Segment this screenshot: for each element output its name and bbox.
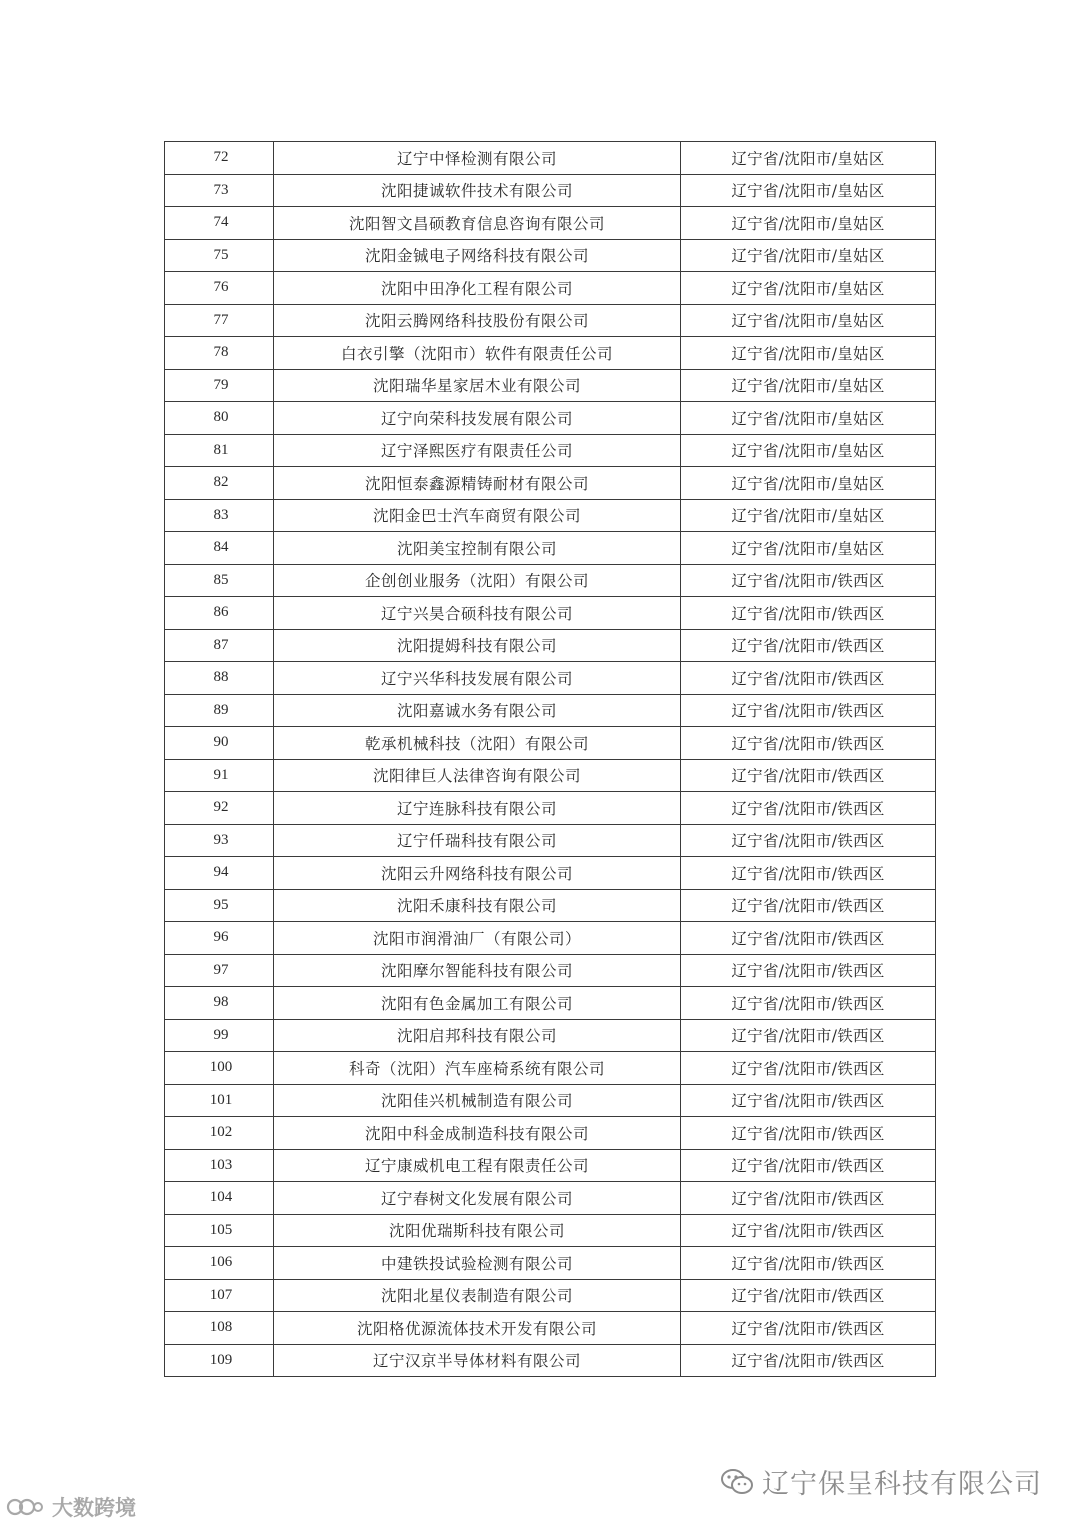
row-number: 77 (165, 304, 274, 337)
table-row (165, 694, 936, 727)
row-number: 86 (165, 597, 274, 630)
row-number: 97 (165, 954, 274, 987)
table-row (165, 1214, 936, 1247)
company-name: 沈阳云腾网络科技股份有限公司 (274, 304, 681, 337)
company-name: 辽宁兴华科技发展有限公司 (274, 662, 681, 695)
table-row (165, 434, 936, 467)
table-row (165, 954, 936, 987)
watermark-brand-name: 大数跨境 (52, 1496, 136, 1520)
company-name: 沈阳捷诚软件技术有限公司 (274, 174, 681, 207)
region-cell: 辽宁省/沈阳市/皇姑区 (681, 499, 936, 532)
company-name: 沈阳云升网络科技有限公司 (274, 857, 681, 890)
row-number: 93 (165, 824, 274, 857)
region-cell: 辽宁省/沈阳市/铁西区 (681, 824, 936, 857)
watermark-account (720, 1462, 1042, 1501)
region-cell: 辽宁省/沈阳市/皇姑区 (681, 467, 936, 500)
row-number: 101 (165, 1084, 274, 1117)
company-name: 沈阳美宝控制有限公司 (274, 532, 681, 565)
table-row (165, 272, 936, 305)
table-row (165, 1182, 936, 1215)
table-row (165, 467, 936, 500)
region-cell: 辽宁省/沈阳市/铁西区 (681, 1182, 936, 1215)
company-name: 沈阳提姆科技有限公司 (274, 629, 681, 662)
company-name: 辽宁春树文化发展有限公司 (274, 1182, 681, 1215)
region-cell: 辽宁省/沈阳市/铁西区 (681, 792, 936, 825)
row-number: 108 (165, 1312, 274, 1345)
table-row (165, 369, 936, 402)
table-row (165, 1247, 936, 1280)
company-name: 沈阳恒泰鑫源精铸耐材有限公司 (274, 467, 681, 500)
region-cell: 辽宁省/沈阳市/铁西区 (681, 889, 936, 922)
company-list-table-container (164, 141, 935, 1377)
row-number: 102 (165, 1117, 274, 1150)
row-number: 94 (165, 857, 274, 890)
company-name: 沈阳启邦科技有限公司 (274, 1019, 681, 1052)
company-name: 沈阳智文昌硕教育信息咨询有限公司 (274, 207, 681, 240)
table-row (165, 499, 936, 532)
table-row (165, 1019, 936, 1052)
table-row (165, 142, 936, 175)
row-number: 74 (165, 207, 274, 240)
watermark-account-name: 辽宁保呈科技有限公司 (762, 1469, 1042, 1500)
row-number: 106 (165, 1247, 274, 1280)
region-cell: 辽宁省/沈阳市/皇姑区 (681, 239, 936, 272)
table-row (165, 662, 936, 695)
row-number: 92 (165, 792, 274, 825)
brand-logo-icon (6, 1495, 46, 1519)
company-name: 辽宁汉京半导体材料有限公司 (274, 1344, 681, 1377)
region-cell: 辽宁省/沈阳市/铁西区 (681, 597, 936, 630)
table-row (165, 1117, 936, 1150)
region-cell: 辽宁省/沈阳市/皇姑区 (681, 532, 936, 565)
row-number: 75 (165, 239, 274, 272)
row-number: 95 (165, 889, 274, 922)
company-name: 沈阳金铖电子网络科技有限公司 (274, 239, 681, 272)
table-row (165, 727, 936, 760)
region-cell: 辽宁省/沈阳市/皇姑区 (681, 304, 936, 337)
table-row (165, 922, 936, 955)
row-number: 109 (165, 1344, 274, 1377)
row-number: 73 (165, 174, 274, 207)
region-cell: 辽宁省/沈阳市/皇姑区 (681, 174, 936, 207)
region-cell: 辽宁省/沈阳市/皇姑区 (681, 142, 936, 175)
company-name: 乾承机械科技（沈阳）有限公司 (274, 727, 681, 760)
company-name: 沈阳佳兴机械制造有限公司 (274, 1084, 681, 1117)
company-name: 中建铁投试验检测有限公司 (274, 1247, 681, 1280)
table-row (165, 597, 936, 630)
table-row (165, 759, 936, 792)
region-cell: 辽宁省/沈阳市/铁西区 (681, 1279, 936, 1312)
row-number: 82 (165, 467, 274, 500)
row-number: 98 (165, 987, 274, 1020)
region-cell: 辽宁省/沈阳市/铁西区 (681, 759, 936, 792)
region-cell: 辽宁省/沈阳市/铁西区 (681, 1247, 936, 1280)
row-number: 99 (165, 1019, 274, 1052)
table-row (165, 792, 936, 825)
table-row (165, 824, 936, 857)
region-cell: 辽宁省/沈阳市/铁西区 (681, 1084, 936, 1117)
company-name: 沈阳瑞华星家居木业有限公司 (274, 369, 681, 402)
table-row (165, 857, 936, 890)
region-cell: 辽宁省/沈阳市/皇姑区 (681, 272, 936, 305)
table-row (165, 1279, 936, 1312)
row-number: 105 (165, 1214, 274, 1247)
company-name: 沈阳格优源流体技术开发有限公司 (274, 1312, 681, 1345)
row-number: 81 (165, 434, 274, 467)
table-row (165, 239, 936, 272)
row-number: 79 (165, 369, 274, 402)
company-name: 辽宁仟瑞科技有限公司 (274, 824, 681, 857)
table-row (165, 1084, 936, 1117)
table-row (165, 532, 936, 565)
table-row (165, 174, 936, 207)
company-name: 辽宁泽熙医疗有限责任公司 (274, 434, 681, 467)
table-row (165, 889, 936, 922)
watermark-brand (6, 1492, 136, 1522)
row-number: 107 (165, 1279, 274, 1312)
row-number: 103 (165, 1149, 274, 1182)
row-number: 72 (165, 142, 274, 175)
row-number: 104 (165, 1182, 274, 1215)
region-cell: 辽宁省/沈阳市/铁西区 (681, 1149, 936, 1182)
company-name: 沈阳摩尔智能科技有限公司 (274, 954, 681, 987)
region-cell: 辽宁省/沈阳市/铁西区 (681, 662, 936, 695)
region-cell: 辽宁省/沈阳市/皇姑区 (681, 434, 936, 467)
region-cell: 辽宁省/沈阳市/铁西区 (681, 727, 936, 760)
row-number: 83 (165, 499, 274, 532)
company-name: 辽宁连脉科技有限公司 (274, 792, 681, 825)
region-cell: 辽宁省/沈阳市/皇姑区 (681, 337, 936, 370)
company-name: 科奇（沈阳）汽车座椅系统有限公司 (274, 1052, 681, 1085)
region-cell: 辽宁省/沈阳市/铁西区 (681, 922, 936, 955)
region-cell: 辽宁省/沈阳市/铁西区 (681, 629, 936, 662)
table-row (165, 1312, 936, 1345)
company-name: 沈阳律巨人法律咨询有限公司 (274, 759, 681, 792)
region-cell: 辽宁省/沈阳市/铁西区 (681, 1312, 936, 1345)
table-row (165, 629, 936, 662)
row-number: 85 (165, 564, 274, 597)
table-row (165, 207, 936, 240)
region-cell: 辽宁省/沈阳市/铁西区 (681, 564, 936, 597)
region-cell: 辽宁省/沈阳市/皇姑区 (681, 402, 936, 435)
table-row (165, 1344, 936, 1377)
table-row (165, 987, 936, 1020)
region-cell: 辽宁省/沈阳市/铁西区 (681, 1344, 936, 1377)
table-row (165, 337, 936, 370)
row-number: 89 (165, 694, 274, 727)
region-cell: 辽宁省/沈阳市/铁西区 (681, 694, 936, 727)
table-row (165, 402, 936, 435)
row-number: 91 (165, 759, 274, 792)
table-row (165, 304, 936, 337)
company-name: 白衣引擎（沈阳市）软件有限责任公司 (274, 337, 681, 370)
region-cell: 辽宁省/沈阳市/铁西区 (681, 1214, 936, 1247)
row-number: 84 (165, 532, 274, 565)
table-row (165, 564, 936, 597)
company-name: 辽宁兴昊合硕科技有限公司 (274, 597, 681, 630)
region-cell: 辽宁省/沈阳市/铁西区 (681, 954, 936, 987)
company-name: 沈阳中田净化工程有限公司 (274, 272, 681, 305)
row-number: 90 (165, 727, 274, 760)
table-row (165, 1052, 936, 1085)
row-number: 87 (165, 629, 274, 662)
region-cell: 辽宁省/沈阳市/铁西区 (681, 1052, 936, 1085)
row-number: 100 (165, 1052, 274, 1085)
row-number: 78 (165, 337, 274, 370)
table-body (165, 142, 936, 1377)
region-cell: 辽宁省/沈阳市/铁西区 (681, 987, 936, 1020)
row-number: 76 (165, 272, 274, 305)
wechat-icon (720, 1467, 754, 1497)
company-name: 沈阳嘉诚水务有限公司 (274, 694, 681, 727)
region-cell: 辽宁省/沈阳市/皇姑区 (681, 207, 936, 240)
company-name: 辽宁康威机电工程有限责任公司 (274, 1149, 681, 1182)
company-name: 辽宁中怿检测有限公司 (274, 142, 681, 175)
company-name: 企创创业服务（沈阳）有限公司 (274, 564, 681, 597)
company-name: 沈阳有色金属加工有限公司 (274, 987, 681, 1020)
region-cell: 辽宁省/沈阳市/铁西区 (681, 1117, 936, 1150)
company-name: 沈阳北星仪表制造有限公司 (274, 1279, 681, 1312)
table-row (165, 1149, 936, 1182)
row-number: 96 (165, 922, 274, 955)
company-name: 沈阳禾康科技有限公司 (274, 889, 681, 922)
region-cell: 辽宁省/沈阳市/铁西区 (681, 857, 936, 890)
row-number: 88 (165, 662, 274, 695)
region-cell: 辽宁省/沈阳市/皇姑区 (681, 369, 936, 402)
region-cell: 辽宁省/沈阳市/铁西区 (681, 1019, 936, 1052)
company-name: 沈阳市润滑油厂（有限公司） (274, 922, 681, 955)
company-name: 沈阳优瑞斯科技有限公司 (274, 1214, 681, 1247)
company-list-table (164, 141, 936, 1377)
company-name: 辽宁向荣科技发展有限公司 (274, 402, 681, 435)
company-name: 沈阳中科金成制造科技有限公司 (274, 1117, 681, 1150)
row-number: 80 (165, 402, 274, 435)
company-name: 沈阳金巴士汽车商贸有限公司 (274, 499, 681, 532)
